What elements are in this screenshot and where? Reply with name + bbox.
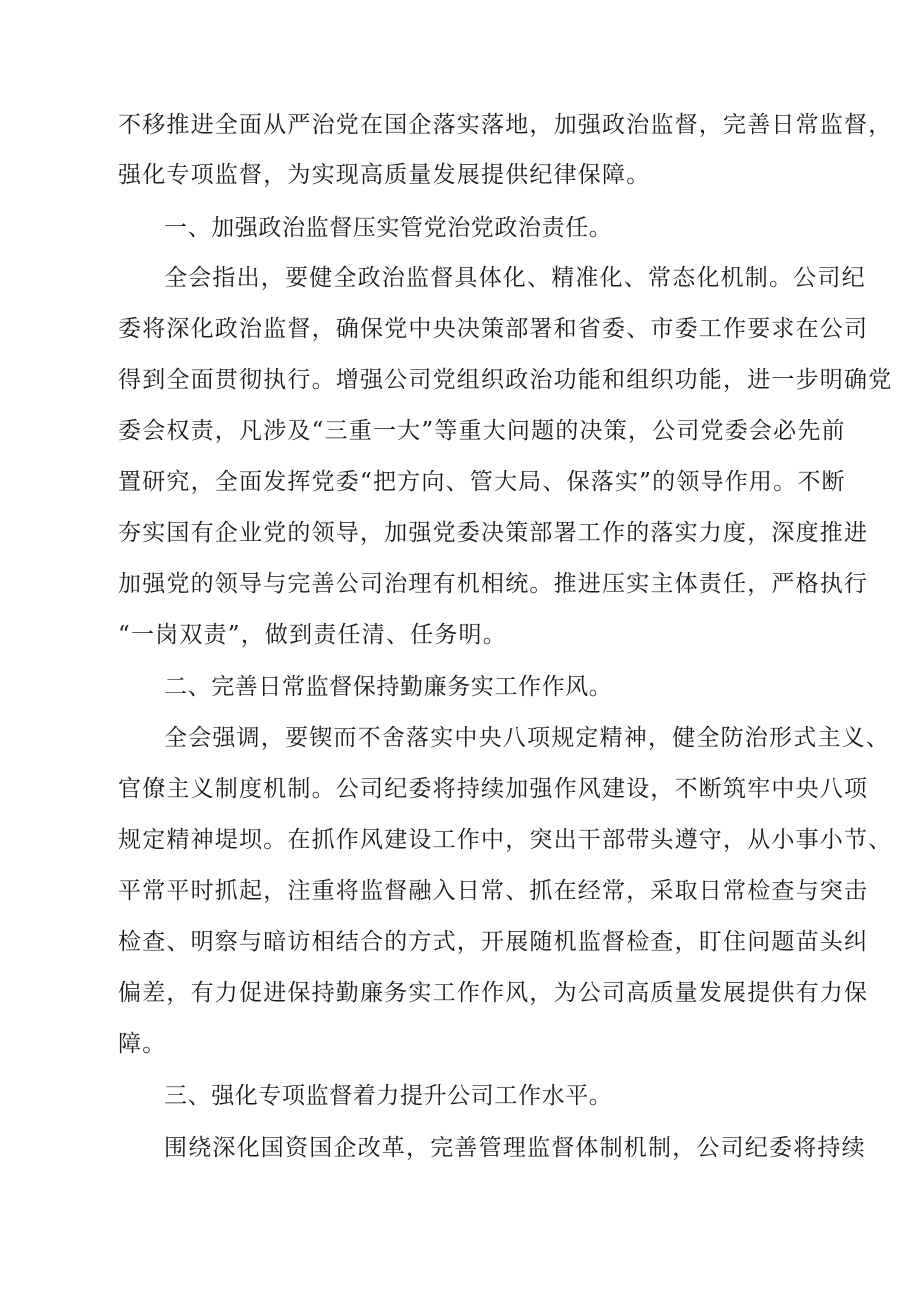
body-text-line: 加强党的领导与完善公司治理有机相统。推进压实主体责任，严格执行: [118, 571, 869, 597]
body-text-line: 规定精神堤坝。在抓作风建设工作中，突出干部带头遵守，从小事小节、: [118, 827, 893, 853]
body-text-line: 偏差，有力促进保持勤廉务实工作作风，为公司高质量发展提供有力保: [118, 980, 869, 1006]
body-text-line: 夯实国有企业党的领导，加强党委决策部署工作的落实力度，深度推进: [118, 520, 869, 546]
body-text-line: 全会指出，要健全政治监督具体化、精准化、常态化机制。公司纪: [164, 265, 866, 291]
body-text-line: 围绕深化国资国企改革，完善管理监督体制机制，公司纪委将持续: [164, 1135, 866, 1161]
body-text-line: 障。: [118, 1031, 167, 1057]
body-text-line: 委会权责，凡涉及“三重一大”等重大问题的决策，公司党委会必先前: [118, 418, 846, 444]
body-text-line: 不移推进全面从严治党在国企落实落地，加强政治监督，完善日常监督，: [118, 112, 893, 138]
section-heading-1: 一、加强政治监督压实管党治党政治责任。: [164, 215, 613, 241]
body-text-line: 官僚主义制度机制。公司纪委将持续加强作风建设，不断筑牢中央八项: [118, 776, 869, 802]
body-text-line: 置研究，全面发挥党委“把方向、管大局、保落实”的领导作用。不断: [118, 469, 846, 495]
body-text-line: 检查、明察与暗访相结合的方式，开展随机监督检查，盯住问题苗头纠: [118, 929, 869, 955]
body-text-line: 强化专项监督，为实现高质量发展提供纪律保障。: [118, 162, 651, 188]
section-heading-3: 三、强化专项监督着力提升公司工作水平。: [164, 1083, 613, 1109]
section-heading-2: 二、完善日常监督保持勤廉务实工作作风。: [164, 674, 613, 700]
body-text-line: 平常平时抓起，注重将监督融入日常、抓在经常，采取日常检查与突击: [118, 878, 869, 904]
body-text-line: 全会强调，要锲而不舍落实中央八项规定精神，健全防治形式主义、: [164, 725, 890, 751]
body-text-line: “一岗双责”，做到责任清、任务明。: [118, 622, 507, 648]
body-text-line: 委将深化政治监督，确保党中央决策部署和省委、市委工作要求在公司: [118, 316, 869, 342]
body-text-line: 得到全面贯彻执行。增强公司党组织政治功能和组织功能，进一步明确党: [118, 367, 893, 393]
